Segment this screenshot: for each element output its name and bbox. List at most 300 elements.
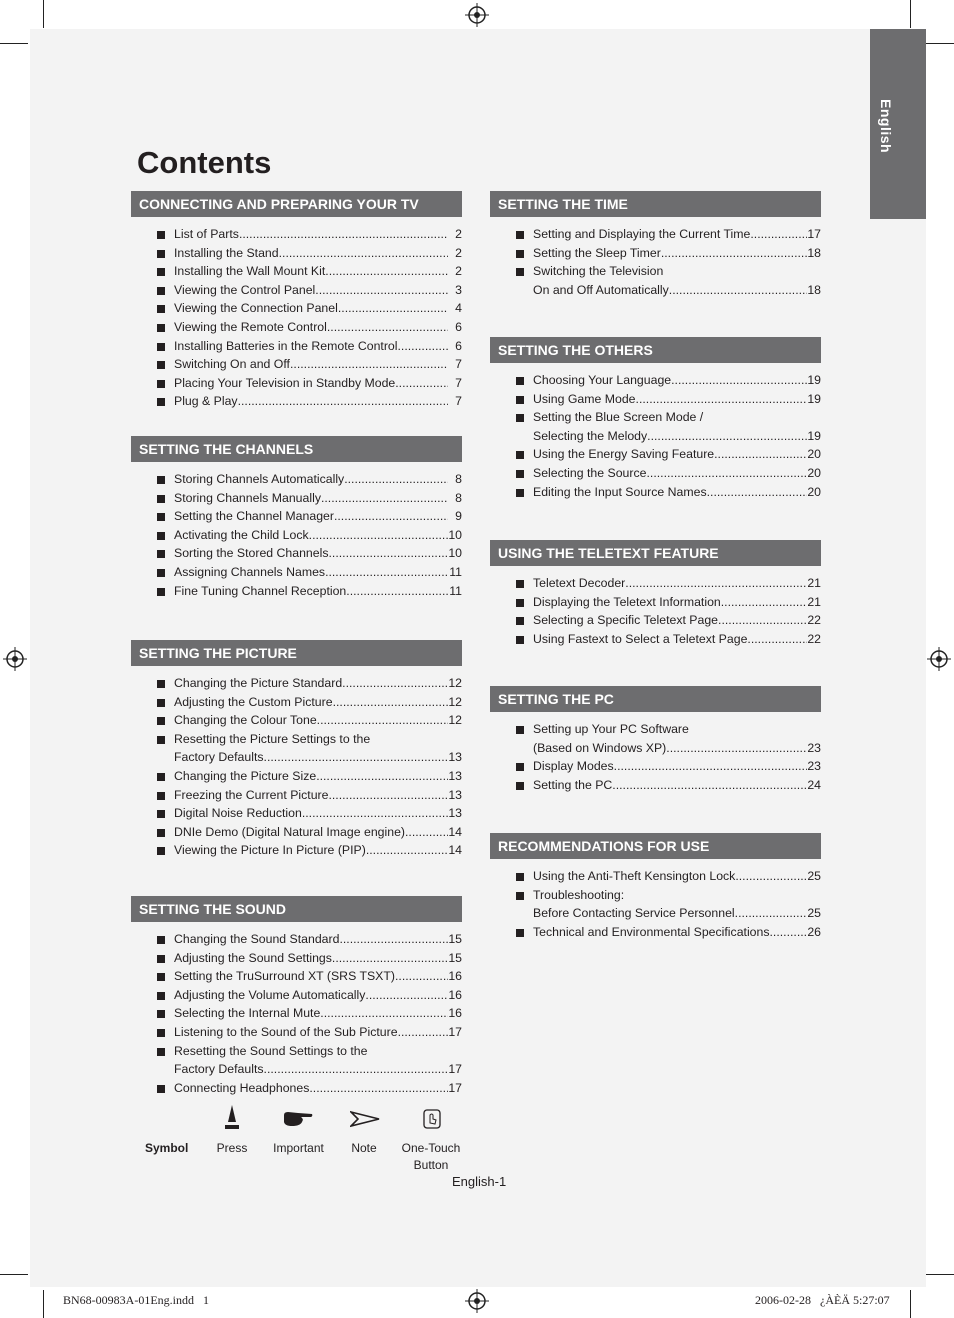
entry-page-number: 20 [807, 484, 821, 499]
entry-label: Adjusting the Sound Settings [174, 950, 332, 965]
bullet-square-icon [516, 414, 524, 422]
contents-entry[interactable] [131, 225, 462, 244]
contents-entry[interactable] [131, 967, 462, 986]
dot-leader [646, 464, 807, 483]
entry-page-number: 25 [807, 869, 821, 883]
entry-label: Editing the Input Source Names [533, 484, 707, 499]
bullet-square-icon [157, 343, 165, 351]
contents-entry[interactable] [490, 225, 821, 244]
bullet-square-icon [516, 396, 524, 404]
entry-label: Viewing the Picture In Picture (PIP) [174, 843, 366, 858]
dot-leader [315, 281, 448, 300]
entry-page-number: 17 [448, 1024, 462, 1039]
entry-page-number: 25 [807, 906, 821, 921]
contents-entry[interactable] [131, 244, 462, 263]
bullet-square-icon [516, 763, 524, 771]
bullet-square-icon [516, 636, 524, 644]
dot-leader [329, 544, 449, 563]
contents-entry[interactable] [490, 630, 821, 649]
contents-section [131, 896, 462, 1097]
entry-label: Switching On and Off [174, 357, 290, 372]
contents-entry[interactable] [131, 1004, 462, 1023]
language-side-tab [870, 29, 926, 219]
contents-entry-list [131, 674, 462, 860]
contents-entry[interactable] [490, 867, 821, 886]
contents-entry[interactable] [490, 445, 821, 464]
contents-entry[interactable] [131, 470, 462, 489]
contents-entry[interactable] [131, 544, 462, 563]
entry-text [174, 767, 462, 786]
contents-entry[interactable] [490, 244, 821, 263]
dot-leader [325, 563, 448, 582]
entry-label: On and Off Automatically [533, 282, 669, 297]
bullet-square-icon [157, 513, 165, 521]
entry-text [533, 574, 821, 593]
entry-label: Listening to the Sound of the Sub Picture [174, 1024, 398, 1039]
entry-label: Changing the Picture Standard [174, 676, 343, 690]
bullet-square-icon [157, 1010, 165, 1018]
entry-page-number: 3 [455, 282, 462, 297]
bullet-square-icon [516, 451, 524, 459]
section-heading: SETTING THE CHANNELS [131, 436, 462, 462]
contents-entry[interactable] [131, 582, 462, 601]
entry-page-number: 13 [448, 768, 462, 783]
section-heading: SETTING THE PC [490, 686, 821, 712]
entry-label: Setting and Displaying the Current Time [533, 227, 751, 241]
crop-mark [43, 0, 44, 28]
symbol-legend-label: Symbol [145, 1141, 189, 1155]
bullet-square-icon [516, 782, 524, 790]
bullet-square-icon [157, 973, 165, 981]
entry-text [174, 748, 462, 767]
bullet-square-icon [157, 1085, 165, 1093]
entry-label: Viewing the Connection Panel [174, 301, 338, 316]
entry-label: Factory Defaults [174, 750, 264, 765]
entry-text [533, 445, 821, 464]
entry-text [533, 427, 821, 446]
contents-entry[interactable] [131, 1060, 462, 1079]
entry-label: Storing Channels Automatically [174, 472, 345, 486]
contents-entry[interactable] [490, 757, 821, 776]
contents-entry-list [131, 930, 462, 1097]
entry-page-number: 12 [448, 713, 462, 728]
dot-leader [239, 225, 448, 244]
entry-text [533, 593, 821, 612]
contents-entry-list [490, 574, 821, 648]
entry-label: Setting up Your PC Software [533, 722, 689, 736]
contents-entry[interactable] [490, 776, 821, 795]
bullet-square-icon [157, 847, 165, 855]
bullet-square-icon [516, 489, 524, 497]
entry-page-number: 13 [448, 750, 462, 765]
dot-leader [279, 244, 448, 263]
entry-label: Display Modes [533, 759, 614, 774]
crop-mark [0, 43, 28, 44]
dot-leader [334, 507, 448, 526]
entry-text [174, 225, 462, 244]
dot-leader [395, 374, 448, 393]
dot-leader [395, 967, 448, 986]
contents-entry[interactable] [490, 427, 821, 446]
entry-page-number: 12 [448, 676, 462, 690]
entry-text [533, 776, 821, 795]
contents-entry[interactable] [490, 281, 821, 300]
contents-entry[interactable] [490, 923, 821, 942]
entry-page-number: 8 [455, 490, 462, 505]
entry-page-number: 24 [807, 777, 821, 792]
contents-entry-list [131, 470, 462, 600]
entry-text [174, 1079, 462, 1098]
contents-entry[interactable] [131, 507, 462, 526]
entry-label: Adjusting the Custom Picture [174, 694, 333, 709]
contents-entry-list [490, 371, 821, 501]
entry-page-number: 10 [448, 527, 462, 542]
dot-leader [398, 1023, 448, 1042]
entry-page-number: 15 [448, 950, 462, 965]
entry-page-number: 2 [455, 245, 462, 260]
entry-text [533, 225, 821, 244]
contents-entry[interactable] [131, 693, 462, 712]
contents-entry[interactable] [490, 408, 821, 427]
entry-label: Displaying the Teletext Information [533, 594, 721, 609]
dot-leader [264, 1060, 448, 1079]
contents-entry[interactable] [131, 281, 462, 300]
bullet-square-icon [157, 361, 165, 369]
bullet-square-icon [157, 736, 165, 744]
section-heading: SETTING THE SOUND [131, 896, 462, 922]
contents-entry[interactable] [131, 563, 462, 582]
contents-section [490, 337, 821, 501]
contents-entry-list [131, 225, 462, 411]
entry-text [174, 244, 462, 263]
symbol-note-label: Note [351, 1141, 377, 1155]
contents-section [490, 191, 821, 299]
contents-entry[interactable] [131, 299, 462, 318]
entry-text [174, 711, 462, 730]
entry-text [174, 563, 462, 582]
entry-page-number: 13 [448, 806, 462, 821]
bullet-square-icon [157, 250, 165, 258]
pointing-hand-icon [282, 1110, 314, 1128]
bullet-square-icon [157, 680, 165, 688]
contents-entry[interactable] [131, 262, 462, 281]
entry-label: Setting the PC [533, 777, 613, 792]
entry-label: Before Contacting Service Personnel [533, 906, 735, 921]
contents-entry[interactable] [131, 489, 462, 508]
contents-section [490, 686, 821, 794]
entry-label: Factory Defaults [174, 1062, 264, 1077]
dot-leader [612, 776, 807, 795]
contents-entry[interactable] [131, 374, 462, 393]
bullet-square-icon [157, 268, 165, 276]
entry-label: List of Parts [174, 227, 239, 241]
contents-entry[interactable] [131, 949, 462, 968]
contents-entry[interactable] [131, 767, 462, 786]
dot-leader [770, 923, 807, 942]
bullet-square-icon [516, 929, 524, 937]
bullet-square-icon [157, 532, 165, 540]
contents-section [131, 436, 462, 600]
entry-text [174, 1023, 462, 1042]
entry-label: Changing the Colour Tone [174, 713, 317, 728]
entry-text [174, 949, 462, 968]
entry-page-number: 2 [455, 264, 462, 279]
dot-leader [625, 574, 807, 593]
entry-text [174, 489, 462, 508]
dot-leader [636, 390, 807, 409]
dot-leader [714, 445, 807, 464]
bullet-square-icon [516, 250, 524, 258]
section-heading: RECOMMENDATIONS FOR USE [490, 833, 821, 859]
entry-page-number: 18 [807, 282, 821, 297]
entry-text [533, 720, 821, 739]
contents-entry[interactable] [131, 674, 462, 693]
entry-page-number: 7 [455, 375, 462, 390]
contents-entry[interactable] [131, 1079, 462, 1098]
contents-entry[interactable] [131, 355, 462, 374]
entry-label: Storing Channels Manually [174, 490, 321, 505]
entry-label: Using the Energy Saving Feature [533, 447, 715, 462]
contents-entry[interactable] [131, 730, 462, 749]
contents-entry[interactable] [131, 823, 462, 842]
entry-page-number: 6 [455, 319, 462, 334]
bullet-square-icon [157, 773, 165, 781]
contents-entry[interactable] [490, 611, 821, 630]
entry-page-number: 22 [807, 631, 821, 646]
entry-label: (Based on Windows XP) [533, 740, 667, 755]
dot-leader [661, 244, 807, 263]
dot-leader [290, 355, 448, 374]
contents-entry[interactable] [131, 711, 462, 730]
contents-entry-list [490, 225, 821, 299]
dot-leader [264, 748, 448, 767]
entry-text [174, 507, 462, 526]
entry-text [174, 374, 462, 393]
entry-page-number: 19 [807, 391, 821, 406]
dot-leader [614, 757, 807, 776]
bullet-square-icon [516, 726, 524, 734]
entry-text [174, 693, 462, 712]
entry-label: Sorting the Stored Channels [174, 546, 329, 561]
contents-entry[interactable] [131, 841, 462, 860]
contents-entry[interactable] [131, 804, 462, 823]
section-heading: CONNECTING AND PREPARING YOUR TV [131, 191, 462, 217]
contents-entry[interactable] [131, 526, 462, 545]
dot-leader [327, 318, 448, 337]
entry-page-number: 9 [455, 509, 462, 524]
entry-text [533, 464, 821, 483]
symbol-legend [140, 1104, 470, 1174]
entry-page-number: 10 [448, 546, 462, 561]
entry-text [174, 262, 462, 281]
contents-entry[interactable] [131, 318, 462, 337]
dot-leader [365, 986, 448, 1005]
entry-text [533, 390, 821, 409]
symbol-one-touch-label: One-Touch [401, 1141, 461, 1155]
entry-label: Selecting the Source [533, 465, 647, 480]
registration-mark-icon [465, 3, 489, 27]
entry-label: Using Fastext to Select a Teletext Page [533, 631, 748, 646]
dot-leader [707, 483, 807, 502]
contents-section [131, 640, 462, 860]
contents-entry[interactable] [131, 1023, 462, 1042]
entry-label: Digital Noise Reduction [174, 806, 302, 821]
contents-entry[interactable] [131, 392, 462, 411]
bullet-square-icon [516, 268, 524, 276]
entry-text [174, 355, 462, 374]
entry-page-number: 7 [455, 357, 462, 372]
bullet-square-icon [157, 699, 165, 707]
entry-label: Installing the Wall Mount Kit [174, 264, 326, 279]
entry-page-number: 13 [448, 787, 462, 802]
entry-text [533, 886, 821, 905]
crop-mark [926, 1274, 954, 1275]
entry-page-number: 18 [807, 245, 821, 260]
entry-label: Setting the Channel Manager [174, 509, 334, 524]
entry-text [174, 337, 462, 356]
entry-text [174, 318, 462, 337]
contents-entry[interactable] [490, 739, 821, 758]
bullet-square-icon [157, 476, 165, 484]
contents-entry[interactable] [490, 720, 821, 739]
entry-page-number: 16 [448, 1006, 462, 1021]
entry-text [174, 281, 462, 300]
entry-page-number: 16 [448, 969, 462, 984]
contents-entry[interactable] [131, 748, 462, 767]
entry-label: Selecting the Internal Mute [174, 1006, 321, 1021]
entry-page-number: 21 [807, 576, 821, 590]
dot-leader [366, 841, 448, 860]
contents-entry[interactable] [131, 1042, 462, 1061]
bullet-square-icon [157, 955, 165, 963]
section-heading: SETTING THE OTHERS [490, 337, 821, 363]
bullet-square-icon [157, 936, 165, 944]
contents-entry[interactable] [490, 371, 821, 390]
entry-text [174, 786, 462, 805]
crop-mark [910, 1290, 911, 1318]
contents-entry[interactable] [131, 930, 462, 949]
entry-page-number: 20 [807, 447, 821, 462]
dot-leader [721, 593, 807, 612]
entry-label: Fine Tuning Channel Reception [174, 583, 347, 598]
entry-text [174, 674, 462, 693]
entry-label: Installing the Stand [174, 245, 279, 260]
bullet-square-icon [516, 231, 524, 239]
dot-leader [747, 630, 807, 649]
entry-text [174, 526, 462, 545]
entry-text [174, 299, 462, 318]
dot-leader [735, 867, 807, 886]
section-heading: SETTING THE TIME [490, 191, 821, 217]
bullet-square-icon [157, 569, 165, 577]
contents-entry[interactable] [490, 464, 821, 483]
symbol-important-label: Important [273, 1141, 324, 1155]
entry-label: Freezing the Current Picture [174, 787, 329, 802]
contents-entry[interactable] [490, 390, 821, 409]
dot-leader [320, 1004, 448, 1023]
entry-label: Setting the Sleep Timer [533, 245, 661, 260]
dot-leader [338, 299, 448, 318]
crop-mark [0, 1274, 28, 1275]
contents-entry[interactable] [490, 593, 821, 612]
contents-entry[interactable] [490, 483, 821, 502]
contents-entry[interactable] [490, 886, 821, 905]
entry-label: Using Game Mode [533, 391, 636, 406]
bullet-square-icon [516, 873, 524, 881]
registration-mark-icon [465, 1289, 489, 1313]
bullet-square-icon [157, 1048, 165, 1056]
contents-entry[interactable] [490, 574, 821, 593]
entry-text [174, 1060, 462, 1079]
entry-text [174, 1004, 462, 1023]
entry-text [174, 730, 462, 749]
dot-leader [339, 930, 448, 949]
contents-entry[interactable] [131, 337, 462, 356]
entry-label: Activating the Child Lock [174, 527, 309, 542]
entry-text [174, 544, 462, 563]
entry-text [533, 757, 821, 776]
bullet-square-icon [157, 398, 165, 406]
entry-page-number: 16 [448, 987, 462, 1002]
entry-label: Adjusting the Volume Automatically [174, 987, 366, 1002]
bullet-square-icon [157, 717, 165, 725]
contents-entry-list [490, 720, 821, 794]
dot-leader [321, 489, 448, 508]
contents-entry[interactable] [131, 786, 462, 805]
dot-leader [342, 674, 448, 693]
registration-mark-icon [3, 647, 27, 671]
dot-leader [750, 225, 807, 244]
entry-label: Selecting a Specific Teletext Page [533, 613, 719, 628]
contents-entry[interactable] [131, 986, 462, 1005]
bullet-square-icon [157, 550, 165, 558]
entry-label: Viewing the Control Panel [174, 282, 316, 297]
dot-leader [309, 526, 448, 545]
entry-text [174, 841, 462, 860]
entry-text [174, 986, 462, 1005]
note-arrow-icon [350, 1110, 380, 1128]
entry-label: Technical and Environmental Specifications [533, 924, 770, 939]
entry-label: Changing the Picture Size [174, 768, 317, 783]
entry-text [533, 611, 821, 630]
entry-page-number: 22 [807, 613, 821, 628]
entry-text [533, 904, 821, 923]
contents-section [490, 540, 821, 648]
crop-mark [926, 43, 954, 44]
language-tab-label: English [878, 99, 894, 154]
page-number: English-1 [452, 1174, 507, 1189]
entry-text [533, 923, 821, 942]
entry-text [174, 392, 462, 411]
entry-page-number: 20 [807, 465, 821, 480]
contents-entry[interactable] [490, 262, 821, 281]
entry-page-number: 6 [455, 338, 462, 353]
entry-text [174, 967, 462, 986]
dot-leader [405, 823, 448, 842]
bullet-square-icon [516, 892, 524, 900]
contents-entry[interactable] [490, 904, 821, 923]
bullet-square-icon [516, 377, 524, 385]
bullet-square-icon [516, 580, 524, 588]
dot-leader [309, 1079, 448, 1098]
entry-page-number: 17 [448, 1080, 462, 1095]
dot-leader [735, 904, 807, 923]
contents-entry-list [490, 867, 821, 941]
section-heading: USING THE TELETEXT FEATURE [490, 540, 821, 566]
bullet-square-icon [157, 810, 165, 818]
entry-text [533, 371, 821, 390]
crop-mark [910, 0, 911, 28]
